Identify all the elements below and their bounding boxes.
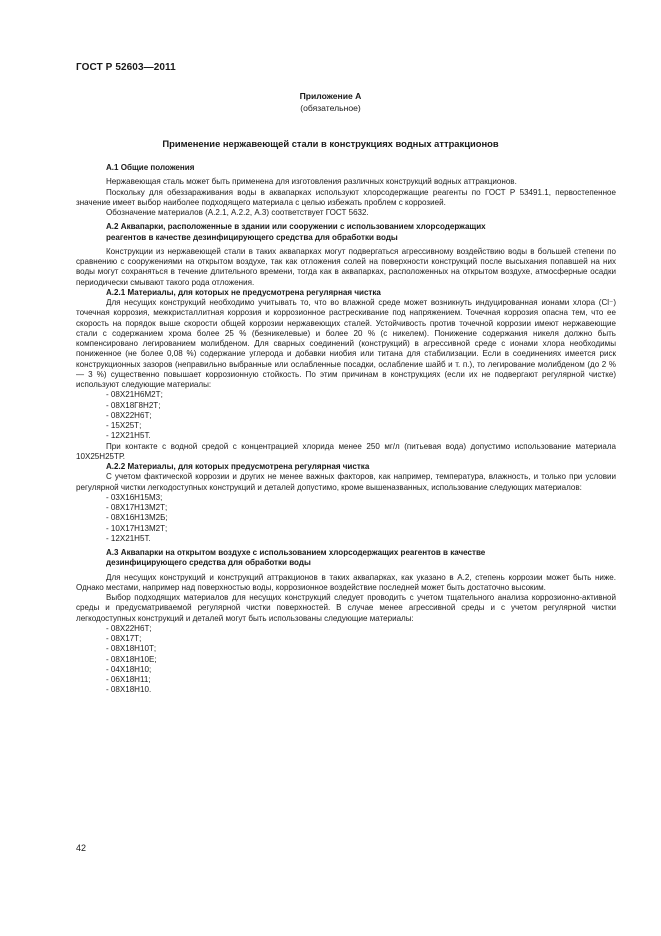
heading-a3-line2: дезинфицирующего средства для обработки воды — [106, 558, 311, 568]
annex-status: (обязательное) — [300, 103, 361, 113]
heading-a2-line1: А.2 Аквапарки, расположенные в здании или сооружении с использованием хлорсодержащих — [106, 222, 486, 232]
document-header: ГОСТ Р 52603—2011 — [76, 62, 176, 73]
annex-title: Приложение А — [299, 91, 362, 101]
list-item: - 08Х18Н10Е; — [106, 654, 157, 664]
list-item: - 08Х17Н13М2Т; — [106, 503, 168, 512]
paragraph: Для несущих конструкций необходимо учитывать то, что во влажной среде может возникнуть индуцированная ионами хлора (Cl⁻) точечная коррозия, межкристаллитная коррозия и коррозионное растрескивание под напряжением. Точечная коррозия опасна тем, что ее скорость на порядок выше скорости общей коррозии нержавеющих сталей. Устойчивость против точечной коррозии имеют нержавеющие стали с содержанием хрома более 25 % (безникелевые) и более 20 % (с никелем). Понижение содержания никеля должно быть компенсировано легированием молибденом. Для сварных соединений (конструкций) в агрессивной среде с ионами хлора необходимы пониженное (не более 0,08 %) содержание углерода и добавки ниобия или титана для стабилизации. Если в соединениях имеется риск конструкционных зазоров (неправильно выбранные или ослабленные посадки, ослабление шайб и т. п.), то легирование молибденом (до 2 % — 3 %) существенно повышает коррозионную стойкость. По этим причинам в конструкциях (если их не подвергают регулярной чистке) используют следующие материалы: — [76, 298, 616, 389]
list-item: - 15Х25Т; — [106, 421, 142, 430]
paragraph: Поскольку для обеззараживания воды в аквапарках используют хлорсодержащие реагенты по ГОСТ Р 53491.1, первостепенное значение имеет выбор наиболее подходящего материала с целью избежать проблем с коррозией. — [76, 187, 616, 207]
paragraph: Обозначение материалов (А.2.1, А.2.2, А.3) соответствует ГОСТ 5632. — [106, 208, 369, 217]
heading-a2-line2: реагентов в качестве дезинфицирующего средства для обработки воды — [106, 232, 398, 242]
list-item: - 06Х18Н11; — [106, 675, 151, 684]
paragraph: Конструкции из нержавеющей стали в таких аквапарках могут подвергаться агрессивному воздействию воды в большей степени по сравнению с сооружениями на открытом воздухе, так как отложения солей на поверхности конструкций после высыхания попавшей на них воды могут сохраняться в течение длительного времени, тогда как в аквапарках, расположенных на открытом воздухе, атмосферные осадки периодически смывают такого рода отложения. — [76, 246, 616, 287]
list-item: - 12Х21Н5Т. — [106, 431, 151, 441]
list-item: - 08Х21Н6М2Т; — [106, 390, 163, 400]
heading-a3-line1: А.3 Аквапарки на открытом воздухе с использованием хлорсодержащих реагентов в качестве — [106, 548, 486, 557]
paragraph: Нержавеющая сталь может быть применена для изготовления различных конструкций водных аттракционов. — [106, 177, 517, 187]
list-item: - 08Х22Н6Т; — [106, 623, 152, 633]
list-item: - 12Х21Н5Т. — [106, 533, 151, 543]
material-list-a21 — [76, 390, 616, 441]
list-item: - 10Х17Н13М2Т; — [106, 523, 168, 533]
list-item: - 04Х18Н10; — [106, 664, 152, 674]
list-item: - 08Х16Н13М2Б; — [106, 513, 168, 523]
paragraph: Выбор подходящих материалов для несущих конструкций следует проводить с учетом тщательного анализа коррозионно-активной среды и предусматриваемой регулярной чистки поверхностей. В случае менее агрессивной среды и с учетом регулярной чистки легкодоступных конструкций и деталей могут быть использованы следующие материалы: — [76, 593, 616, 623]
material-list-a3 — [76, 624, 616, 696]
heading-a1: А.1 Общие положения — [106, 163, 195, 172]
list-item: - 08Х17Т; — [106, 634, 142, 643]
list-item: - 08Х18Н10Т; — [106, 644, 157, 654]
list-item: - 03Х16Н15М3; — [106, 492, 163, 502]
heading-a22: А.2.2 Материалы, для которых предусмотрена регулярная чистка — [106, 462, 370, 471]
paragraph: С учетом фактической коррозии и других не менее важных факторов, как например, температура, влажность, и только при условии регулярной чистки легкодоступных конструкций и деталей допустимо, кроме вышеназванных, использование следующих материалов: — [76, 472, 616, 492]
page-number: 42 — [76, 843, 87, 853]
heading-a21: А.2.1 Материалы, для которых не предусмотрена регулярная чистка — [106, 287, 381, 297]
material-list-a22 — [76, 493, 616, 544]
list-item: - 08Х18Н10. — [106, 685, 152, 695]
list-item: - 08Х22Н6Т; — [106, 410, 152, 420]
paragraph: При контакте с водной средой с концентрацией хлорида менее 250 мг/л (питьевая вода) допустимо использование материала 10Х25Н25ТР. — [76, 441, 616, 461]
document-body — [76, 163, 616, 696]
list-item: - 08Х18Г8Н2Т; — [106, 400, 161, 410]
section-title: Применение нержавеющей стали в конструкциях водных аттракционов — [162, 138, 499, 149]
paragraph: Для несущих конструкций и конструкций аттракционов в таких аквапарках, как указано в А.2, степень коррозии может быть ниже. Однако местами, например над поверхностью воды, коррозионное воздействие последней может быть достаточно высоким. — [76, 572, 616, 592]
